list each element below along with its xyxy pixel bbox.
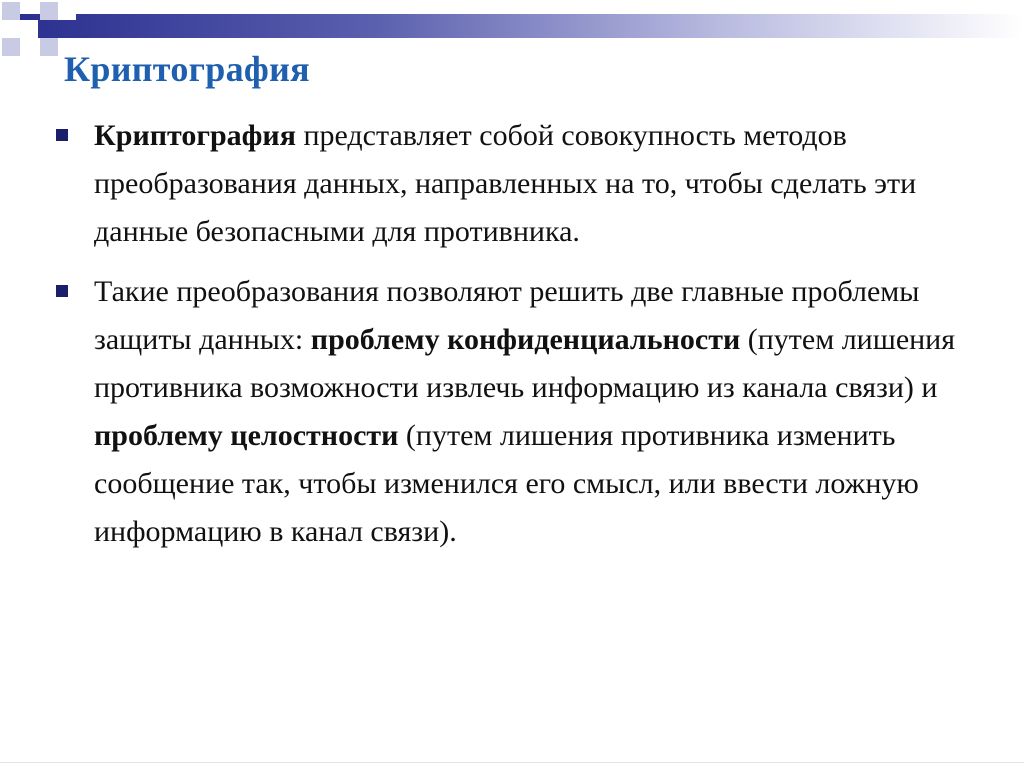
bullet-text: (путем лишения противника изменить сообщение так, чтобы изменился его смысл, или ввести ложную информацию в канал связи). [94, 419, 919, 548]
square-bullet-icon [56, 285, 68, 297]
bullet-item [52, 112, 972, 256]
term-cryptography: Криптография [94, 119, 296, 152]
header-gradient-bar [20, 14, 1024, 38]
decor-square [2, 38, 20, 56]
square-bullet-icon [56, 129, 68, 141]
term-integrity: проблему целостности [94, 419, 399, 452]
slide-content [52, 112, 972, 568]
decor-square [2, 2, 20, 20]
bullet-item [52, 268, 972, 556]
term-confidentiality: проблему конфиденциальности [310, 323, 741, 356]
bullet-text: (путем лишения противника возможности извлечь информацию из канала связи) и [94, 323, 956, 404]
decor-square [40, 2, 58, 20]
bottom-divider [0, 762, 1024, 763]
decor-square [20, 20, 38, 38]
decor-square [58, 2, 76, 20]
bullet-text: Такие преобразования позволяют решить две главные проблемы защиты данных: [94, 275, 920, 356]
definition-text: представляет собой совокупность методов преобразования данных, направленных на то, чтобы сделать эти данные безопасными для противника. [94, 119, 917, 248]
decor-square [40, 38, 58, 56]
slide-title: Криптография [64, 49, 310, 89]
